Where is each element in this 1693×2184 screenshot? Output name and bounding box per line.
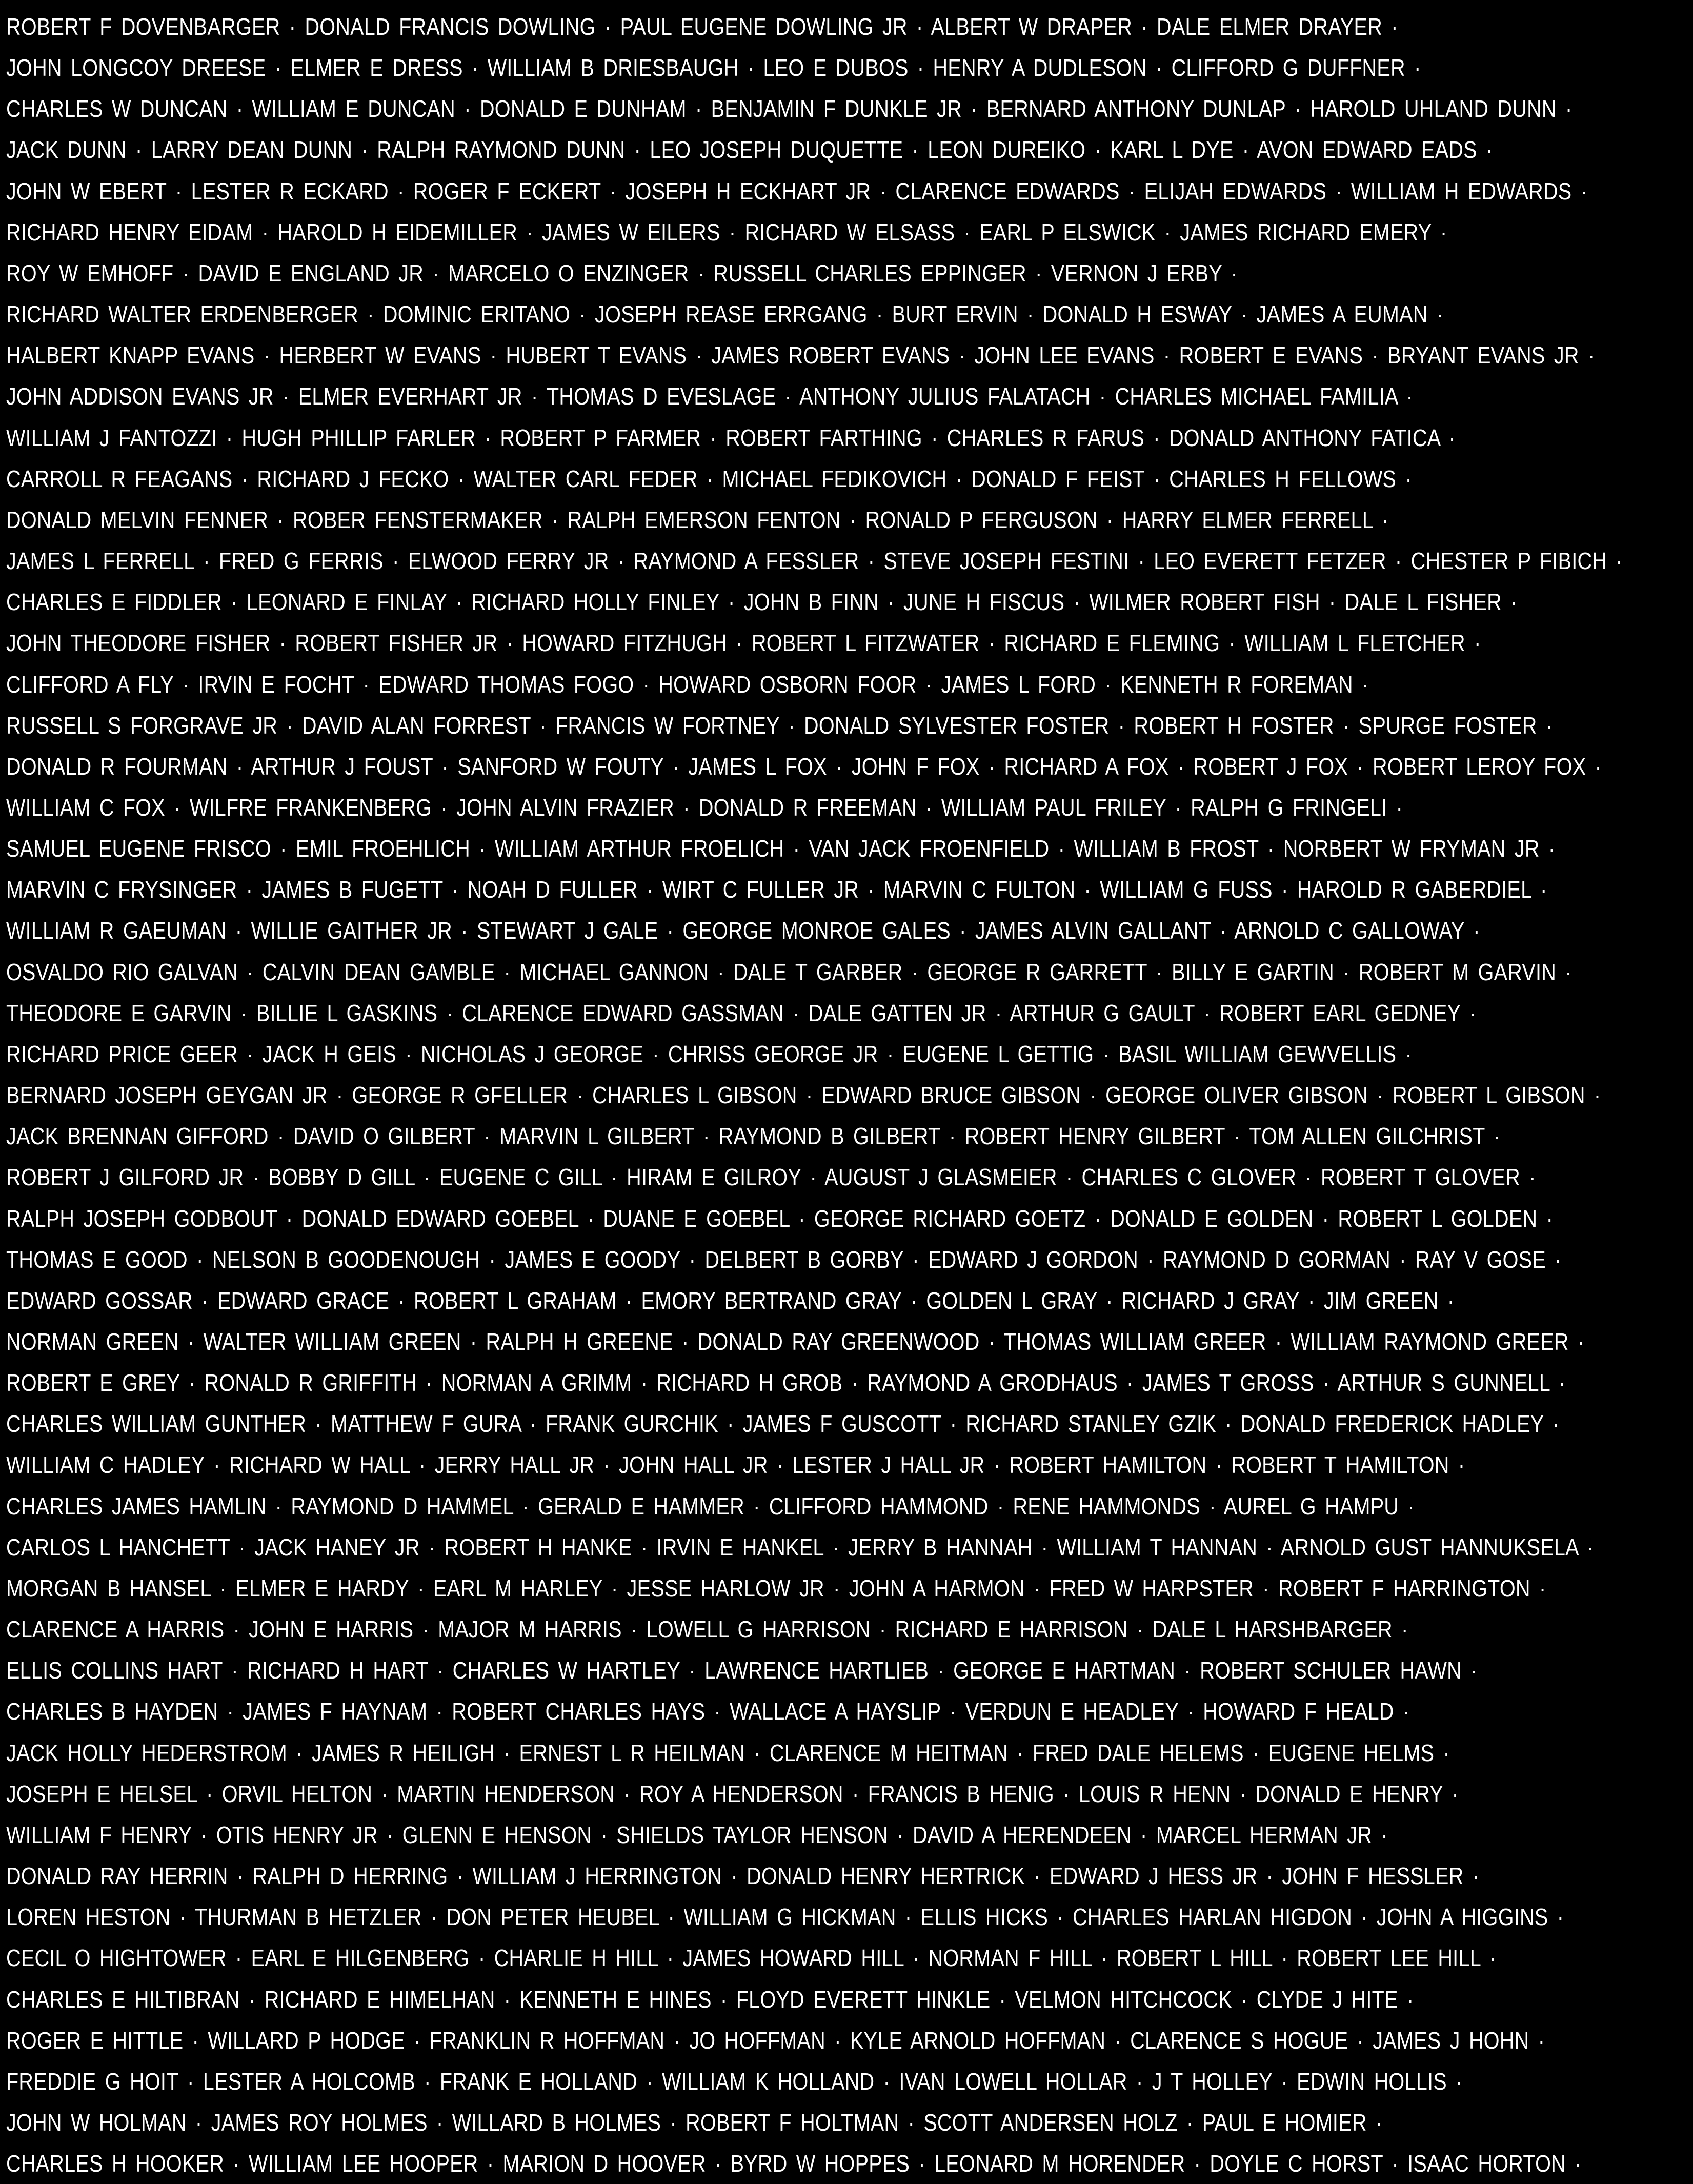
names-line: JOHN W EBERT · LESTER R ECKARD · ROGER F ECKERT · JOSEPH H ECKHART JR · CLARENCE EDWARDS · ELIJAH EDWARDS · WILLIAM H EDWARDS · — [6, 177, 1588, 205]
names-line: ROY W EMHOFF · DAVID E ENGLAND JR · MARCELO O ENZINGER · RUSSELL CHARLES EPPINGER · VERNON J ERBY · — [6, 259, 1238, 287]
names-line: SAMUEL EUGENE FRISCO · EMIL FROEHLICH · WILLIAM ARTHUR FROELICH · VAN JACK FROENFIELD · WILLIAM B FROST · NORBERT W FRYMAN JR · — [6, 835, 1556, 862]
names-line: RICHARD HENRY EIDAM · HAROLD H EIDEMILLER · JAMES W EILERS · RICHARD W ELSASS · EARL P ELSWICK · JAMES RICHARD EMERY · — [6, 218, 1447, 246]
names-line: JOSEPH E HELSEL · ORVIL HELTON · MARTIN HENDERSON · ROY A HENDERSON · FRANCIS B HENIG · LOUIS R HENN · DONALD E HENRY · — [6, 1780, 1459, 1807]
names-line: WILLIAM C FOX · WILFRE FRANKENBERG · JOHN ALVIN FRAZIER · DONALD R FREEMAN · WILLIAM PAUL FRILEY · RALPH G FRINGELI · — [6, 794, 1403, 821]
names-line: DONALD MELVIN FENNER · ROBER FENSTERMAKER · RALPH EMERSON FENTON · RONALD P FERGUSON · HARRY ELMER FERRELL · — [6, 506, 1389, 533]
names-line: CLARENCE A HARRIS · JOHN E HARRIS · MAJOR M HARRIS · LOWELL G HARRISON · RICHARD E HARRISON · DALE L HARSHBARGER · — [6, 1616, 1408, 1643]
names-line: ROBERT F DOVENBARGER · DONALD FRANCIS DOWLING · PAUL EUGENE DOWLING JR · ALBERT W DRAPER · DALE ELMER DRAYER · — [6, 13, 1398, 40]
names-line: RICHARD PRICE GEER · JACK H GEIS · NICHOLAS J GEORGE · CHRISS GEORGE JR · EUGENE L GETTIG · BASIL WILLIAM GEWVELLIS · — [6, 1040, 1412, 1067]
names-line: DONALD RAY HERRIN · RALPH D HERRING · WILLIAM J HERRINGTON · DONALD HENRY HERTRICK · EDWARD J HESS JR · JOHN F HESSLER · — [6, 1863, 1480, 1890]
names-line: RICHARD WALTER ERDENBERGER · DOMINIC ERITANO · JOSEPH REASE ERRGANG · BURT ERVIN · DONALD H ESWAY · JAMES A EUMAN · — [6, 301, 1444, 328]
names-line: LOREN HESTON · THURMAN B HETZLER · DON PETER HEUBEL · WILLIAM G HICKMAN · ELLIS HICKS · CHARLES HARLAN HIGDON · JOHN A HIGGINS · — [6, 1904, 1564, 1931]
names-line: JOHN LONGCOY DREESE · ELMER E DRESS · WILLIAM B DRIESBAUGH · LEO E DUBOS · HENRY A DUDLESON · CLIFFORD G DUFFNER · — [6, 54, 1421, 82]
names-line: CHARLES W DUNCAN · WILLIAM E DUNCAN · DONALD E DUNHAM · BENJAMIN F DUNKLE JR · BERNARD ANTHONY DUNLAP · HAROLD UHLAND DUNN · — [6, 95, 1573, 123]
names-line: OSVALDO RIO GALVAN · CALVIN DEAN GAMBLE · MICHAEL GANNON · DALE T GARBER · GEORGE R GARRETT · BILLY E GARTIN · ROBERT M GARVIN · — [6, 958, 1572, 985]
names-line: CARROLL R FEAGANS · RICHARD J FECKO · WALTER CARL FEDER · MICHAEL FEDIKOVICH · DONALD F FEIST · CHARLES H FELLOWS · — [6, 465, 1412, 492]
names-line: CECIL O HIGHTOWER · EARL E HILGENBERG · CHARLIE H HILL · JAMES HOWARD HILL · NORMAN F HILL · ROBERT L HILL · ROBERT LEE HILL · — [6, 1945, 1497, 1972]
names-line: RALPH JOSEPH GODBOUT · DONALD EDWARD GOEBEL · DUANE E GOEBEL · GEORGE RICHARD GOETZ · DONALD E GOLDEN · ROBERT L GOLDEN · — [6, 1205, 1554, 1232]
names-line: DONALD R FOURMAN · ARTHUR J FOUST · SANFORD W FOUTY · JAMES L FOX · JOHN F FOX · RICHARD A FOX · ROBERT J FOX · ROBERT LEROY FOX · — [6, 753, 1602, 780]
names-line: JOHN THEODORE FISHER · ROBERT FISHER JR · HOWARD FITZHUGH · ROBERT L FITZWATER · RICHARD E FLEMING · WILLIAM L FLETCHER · — [6, 630, 1481, 657]
names-line: CHARLES E FIDDLER · LEONARD E FINLAY · RICHARD HOLLY FINLEY · JOHN B FINN · JUNE H FISCUS · WILMER ROBERT FISH · DALE L FISHER · — [6, 589, 1518, 616]
names-line: WILLIAM R GAEUMAN · WILLIE GAITHER JR · STEWART J GALE · GEORGE MONROE GALES · JAMES ALVIN GALLANT · ARNOLD C GALLOWAY · — [6, 917, 1480, 944]
names-line: WILLIAM F HENRY · OTIS HENRY JR · GLENN E HENSON · SHIELDS TAYLOR HENSON · DAVID A HERENDEEN · MARCEL HERMAN JR · — [6, 1821, 1388, 1848]
names-line: EDWARD GOSSAR · EDWARD GRACE · ROBERT L GRAHAM · EMORY BERTRAND GRAY · GOLDEN L GRAY · RICHARD J GRAY · JIM GREEN · — [6, 1287, 1455, 1314]
names-line: ROBERT J GILFORD JR · BOBBY D GILL · EUGENE C GILL · HIRAM E GILROY · AUGUST J GLASMEIER · CHARLES C GLOVER · ROBERT T GLOVER · — [6, 1164, 1536, 1191]
names-line: JAMES L FERRELL · FRED G FERRIS · ELWOOD FERRY JR · RAYMOND A FESSLER · STEVE JOSEPH FESTINI · LEO EVERETT FETZER · CHESTER P FIBICH · — [6, 548, 1623, 575]
names-line: CHARLES WILLIAM GUNTHER · MATTHEW F GURA · FRANK GURCHIK · JAMES F GUSCOTT · RICHARD STANLEY GZIK · DONALD FREDERICK HADLEY · — [6, 1410, 1560, 1438]
names-line: CHARLES E HILTIBRAN · RICHARD E HIMELHAN · KENNETH E HINES · FLOYD EVERETT HINKLE · VELMON HITCHCOCK · CLYDE J HITE · — [6, 1986, 1414, 2013]
names-line: JOHN ADDISON EVANS JR · ELMER EVERHART JR · THOMAS D EVESLAGE · ANTHONY JULIUS FALATACH · CHARLES MICHAEL FAMILIA · — [6, 383, 1414, 410]
names-line: WILLIAM C HADLEY · RICHARD W HALL · JERRY HALL JR · JOHN HALL JR · LESTER J HALL JR · ROBERT HAMILTON · ROBERT T HAMILTON · — [6, 1451, 1465, 1479]
names-line: CHARLES JAMES HAMLIN · RAYMOND D HAMMEL · GERALD E HAMMER · CLIFFORD HAMMOND · RENE HAMMONDS · AUREL G HAMPU · — [6, 1492, 1415, 1520]
names-line: JACK HOLLY HEDERSTROM · JAMES R HEILIGH · ERNEST L R HEILMAN · CLARENCE M HEITMAN · FRED DALE HELEMS · EUGENE HELMS · — [6, 1739, 1450, 1766]
names-line: ELLIS COLLINS HART · RICHARD H HART · CHARLES W HARTLEY · LAWRENCE HARTLIEB · GEORGE E HARTMAN · ROBERT SCHULER HAWN · — [6, 1657, 1478, 1684]
names-line: JACK DUNN · LARRY DEAN DUNN · RALPH RAYMOND DUNN · LEO JOSEPH DUQUETTE · LEON DUREIKO · KARL L DYE · AVON EDWARD EADS · — [6, 136, 1493, 164]
names-line: THOMAS E GOOD · NELSON B GOODENOUGH · JAMES E GOODY · DELBERT B GORBY · EDWARD J GORDON · RAYMOND D GORMAN · RAY V GOSE · — [6, 1246, 1562, 1273]
names-line: ROBERT E GREY · RONALD R GRIFFITH · NORMAN A GRIMM · RICHARD H GROB · RAYMOND A GRODHAUS · JAMES T GROSS · ARTHUR S GUNNELL · — [6, 1369, 1566, 1397]
names-line: JACK BRENNAN GIFFORD · DAVID O GILBERT · MARVIN L GILBERT · RAYMOND B GILBERT · ROBERT HENRY GILBERT · TOM ALLEN GILCHRIST · — [6, 1123, 1501, 1150]
names-line: JOHN W HOLMAN · JAMES ROY HOLMES · WILLARD B HOLMES · ROBERT F HOLTMAN · SCOTT ANDERSEN HOLZ · PAUL E HOMIER · — [6, 2109, 1383, 2136]
names-line: BERNARD JOSEPH GEYGAN JR · GEORGE R GFELLER · CHARLES L GIBSON · EDWARD BRUCE GIBSON · GEORGE OLIVER GIBSON · ROBERT L GIBSON · — [6, 1082, 1601, 1109]
names-line: WILLIAM J FANTOZZI · HUGH PHILLIP FARLER · ROBERT P FARMER · ROBERT FARTHING · CHARLES R FARUS · DONALD ANTHONY FATICA · — [6, 424, 1456, 451]
names-line: CLIFFORD A FLY · IRVIN E FOCHT · EDWARD THOMAS FOGO · HOWARD OSBORN FOOR · JAMES L FORD · KENNETH R FOREMAN · — [6, 671, 1369, 698]
names-line: THEODORE E GARVIN · BILLIE L GASKINS · CLARENCE EDWARD GASSMAN · DALE GATTEN JR · ARTHUR G GAULT · ROBERT EARL GEDNEY · — [6, 999, 1477, 1026]
names-line: ROGER E HITTLE · WILLARD P HODGE · FRANKLIN R HOFFMAN · JO HOFFMAN · KYLE ARNOLD HOFFMAN · CLARENCE S HOGUE · JAMES J HOHN · — [6, 2027, 1545, 2054]
names-line: NORMAN GREEN · WALTER WILLIAM GREEN · RALPH H GREENE · DONALD RAY GREENWOOD · THOMAS WILLIAM GREER · WILLIAM RAYMOND GREER · — [6, 1328, 1585, 1355]
names-list — [6, 6, 1693, 2184]
names-line: MARVIN C FRYSINGER · JAMES B FUGETT · NOAH D FULLER · WIRT C FULLER JR · MARVIN C FULTON · WILLIAM G FUSS · HAROLD R GABERDIEL · — [6, 876, 1547, 903]
names-line: HALBERT KNAPP EVANS · HERBERT W EVANS · HUBERT T EVANS · JAMES ROBERT EVANS · JOHN LEE EVANS · ROBERT E EVANS · BRYANT EVANS JR · — [6, 342, 1595, 369]
names-line: CARLOS L HANCHETT · JACK HANEY JR · ROBERT H HANKE · IRVIN E HANKEL · JERRY B HANNAH · WILLIAM T HANNAN · ARNOLD GUST HANNUKSELA · — [6, 1533, 1594, 1561]
names-line: FREDDIE G HOIT · LESTER A HOLCOMB · FRANK E HOLLAND · WILLIAM K HOLLAND · IVAN LOWELL HOLLAR · J T HOLLEY · EDWIN HOLLIS · — [6, 2068, 1463, 2095]
names-line: CHARLES H HOOKER · WILLIAM LEE HOOPER · MARION D HOOVER · BYRD W HOPPES · LEONARD M HORENDER · DOYLE C HORST · ISAAC HORTON · — [6, 2150, 1582, 2177]
names-line: MORGAN B HANSEL · ELMER E HARDY · EARL M HARLEY · JESSE HARLOW JR · JOHN A HARMON · FRED W HARPSTER · ROBERT F HARRINGTON · — [6, 1574, 1546, 1602]
names-line: CHARLES B HAYDEN · JAMES F HAYNAM · ROBERT CHARLES HAYS · WALLACE A HAYSLIP · VERDUN E HEADLEY · HOWARD F HEALD · — [6, 1698, 1410, 1725]
names-line: RUSSELL S FORGRAVE JR · DAVID ALAN FORREST · FRANCIS W FORTNEY · DONALD SYLVESTER FOSTER · ROBERT H FOSTER · SPURGE FOSTER · — [6, 712, 1553, 739]
